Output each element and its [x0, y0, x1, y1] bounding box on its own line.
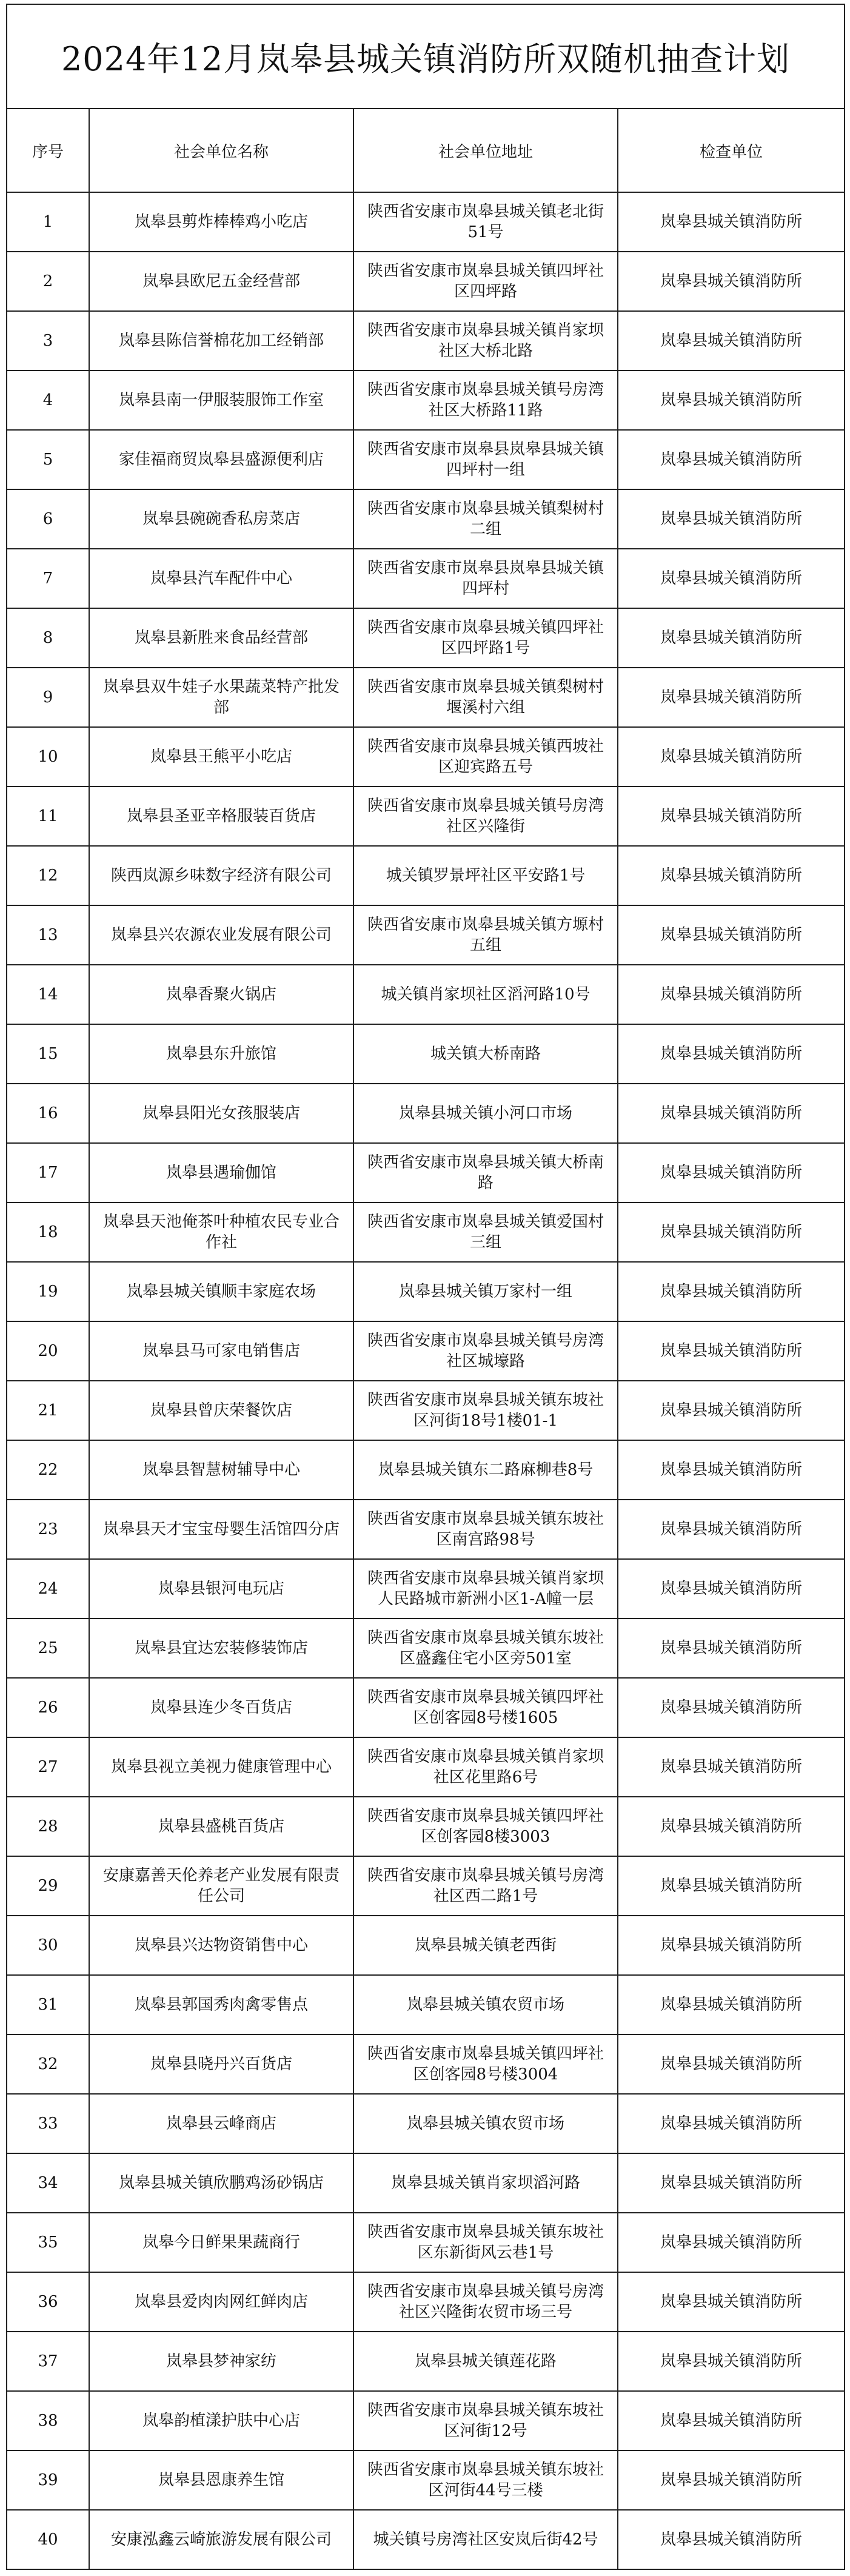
table-row	[7, 2094, 845, 2153]
table-row	[7, 311, 845, 371]
table-row	[7, 1262, 845, 1321]
cell-serial-number: 13	[7, 905, 89, 965]
cell-inspection-unit: 岚皋县城关镇消防所	[618, 2094, 845, 2153]
table-row	[7, 1797, 845, 1856]
cell-inspection-unit: 岚皋县城关镇消防所	[618, 489, 845, 549]
header-serial-number: 序号	[7, 109, 89, 192]
table-row	[7, 2153, 845, 2213]
cell-inspection-unit: 岚皋县城关镇消防所	[618, 2213, 845, 2272]
cell-unit-address: 陕西省安康市岚皋县城关镇四坪社区创客园8楼3003	[353, 1797, 618, 1856]
cell-serial-number: 8	[7, 608, 89, 668]
table-row	[7, 1618, 845, 1678]
cell-serial-number: 24	[7, 1559, 89, 1618]
cell-unit-name: 岚皋韵植漾护肤中心店	[89, 2391, 353, 2450]
cell-serial-number: 33	[7, 2094, 89, 2153]
cell-unit-name: 岚皋县曾庆荣餐饮店	[89, 1381, 353, 1440]
table-row	[7, 1321, 845, 1381]
cell-serial-number: 5	[7, 430, 89, 489]
cell-unit-address: 岚皋县城关镇老西街	[353, 1916, 618, 1975]
cell-unit-address: 城关镇号房湾社区安岚后街42号	[353, 2510, 618, 2569]
cell-inspection-unit: 岚皋县城关镇消防所	[618, 727, 845, 787]
cell-unit-address: 陕西省安康市岚皋县城关镇东坡社区盛鑫住宅小区旁501室	[353, 1618, 618, 1678]
cell-inspection-unit: 岚皋县城关镇消防所	[618, 1916, 845, 1975]
cell-inspection-unit: 岚皋县城关镇消防所	[618, 905, 845, 965]
cell-unit-name: 岚皋县爱肉肉网红鲜肉店	[89, 2272, 353, 2332]
table-row	[7, 727, 845, 787]
table-row	[7, 608, 845, 668]
cell-unit-address: 岚皋县城关镇东二路麻柳巷8号	[353, 1440, 618, 1500]
cell-serial-number: 32	[7, 2034, 89, 2094]
cell-unit-name: 岚皋县晓丹兴百货店	[89, 2034, 353, 2094]
cell-unit-name: 家佳福商贸岚皋县盛源便利店	[89, 430, 353, 489]
cell-unit-name: 岚皋县智慧树辅导中心	[89, 1440, 353, 1500]
header-row	[7, 109, 845, 192]
cell-serial-number: 2	[7, 252, 89, 311]
cell-unit-name: 岚皋县马可家电销售店	[89, 1321, 353, 1381]
cell-inspection-unit: 岚皋县城关镇消防所	[618, 192, 845, 252]
cell-inspection-unit: 岚皋县城关镇消防所	[618, 1975, 845, 2034]
cell-serial-number: 22	[7, 1440, 89, 1500]
cell-unit-address: 城关镇肖家坝社区滔河路10号	[353, 965, 618, 1024]
table-row	[7, 2391, 845, 2450]
cell-unit-name: 岚皋县盛桃百货店	[89, 1797, 353, 1856]
inspection-plan-table	[6, 4, 845, 2570]
cell-unit-name: 安康嘉善天伦养老产业发展有限责任公司	[89, 1856, 353, 1916]
cell-unit-address: 岚皋县城关镇农贸市场	[353, 2094, 618, 2153]
cell-unit-name: 岚皋县碗碗香私房菜店	[89, 489, 353, 549]
cell-unit-name: 岚皋今日鲜果果蔬商行	[89, 2213, 353, 2272]
cell-unit-name: 岚皋香聚火锅店	[89, 965, 353, 1024]
cell-unit-address: 陕西省安康市岚皋县城关镇方塬村五组	[353, 905, 618, 965]
cell-inspection-unit: 岚皋县城关镇消防所	[618, 1321, 845, 1381]
cell-unit-name: 岚皋县汽车配件中心	[89, 549, 353, 608]
table-row	[7, 1084, 845, 1143]
cell-inspection-unit: 岚皋县城关镇消防所	[618, 1202, 845, 1262]
title-row	[7, 4, 845, 109]
cell-serial-number: 3	[7, 311, 89, 371]
cell-unit-address: 陕西省安康市岚皋县城关镇号房湾社区兴隆街农贸市场三号	[353, 2272, 618, 2332]
cell-inspection-unit: 岚皋县城关镇消防所	[618, 2332, 845, 2391]
table-row	[7, 2450, 845, 2510]
cell-inspection-unit: 岚皋县城关镇消防所	[618, 1618, 845, 1678]
cell-unit-name: 岚皋县兴农源农业发展有限公司	[89, 905, 353, 965]
cell-unit-address: 岚皋县城关镇农贸市场	[353, 1975, 618, 2034]
cell-serial-number: 27	[7, 1737, 89, 1797]
table-row	[7, 1024, 845, 1084]
table-row	[7, 787, 845, 846]
table-row	[7, 668, 845, 727]
cell-unit-name: 安康泓鑫云崎旅游发展有限公司	[89, 2510, 353, 2569]
table-row	[7, 2332, 845, 2391]
table-row	[7, 905, 845, 965]
table-row	[7, 2272, 845, 2332]
cell-inspection-unit: 岚皋县城关镇消防所	[618, 2391, 845, 2450]
cell-inspection-unit: 岚皋县城关镇消防所	[618, 1678, 845, 1737]
cell-inspection-unit: 岚皋县城关镇消防所	[618, 2272, 845, 2332]
cell-unit-address: 陕西省安康市岚皋县城关镇东坡社区河街18号1楼01-1	[353, 1381, 618, 1440]
table-row	[7, 965, 845, 1024]
cell-unit-name: 岚皋县银河电玩店	[89, 1559, 353, 1618]
cell-serial-number: 11	[7, 787, 89, 846]
cell-serial-number: 34	[7, 2153, 89, 2213]
cell-unit-address: 陕西省安康市岚皋县城关镇东坡社区河街44号三楼	[353, 2450, 618, 2510]
cell-serial-number: 16	[7, 1084, 89, 1143]
table-row	[7, 1143, 845, 1202]
cell-unit-address: 陕西省安康市岚皋县城关镇东坡社区河街12号	[353, 2391, 618, 2450]
cell-unit-name: 岚皋县宜达宏装修装饰店	[89, 1618, 353, 1678]
cell-inspection-unit: 岚皋县城关镇消防所	[618, 1500, 845, 1559]
cell-unit-name: 岚皋县天才宝宝母婴生活馆四分店	[89, 1500, 353, 1559]
cell-inspection-unit: 岚皋县城关镇消防所	[618, 1440, 845, 1500]
cell-inspection-unit: 岚皋县城关镇消防所	[618, 1262, 845, 1321]
cell-serial-number: 28	[7, 1797, 89, 1856]
table-row	[7, 2213, 845, 2272]
cell-unit-name: 岚皋县城关镇欣鹏鸡汤砂锅店	[89, 2153, 353, 2213]
cell-serial-number: 14	[7, 965, 89, 1024]
cell-unit-name: 岚皋县连少冬百货店	[89, 1678, 353, 1737]
cell-serial-number: 21	[7, 1381, 89, 1440]
cell-inspection-unit: 岚皋县城关镇消防所	[618, 1797, 845, 1856]
cell-serial-number: 9	[7, 668, 89, 727]
cell-unit-name: 岚皋县遇瑜伽馆	[89, 1143, 353, 1202]
cell-inspection-unit: 岚皋县城关镇消防所	[618, 549, 845, 608]
table-row	[7, 1975, 845, 2034]
cell-unit-name: 岚皋县梦神家纺	[89, 2332, 353, 2391]
cell-inspection-unit: 岚皋县城关镇消防所	[618, 2450, 845, 2510]
cell-unit-address: 陕西省安康市岚皋县城关镇号房湾社区兴隆街	[353, 787, 618, 846]
cell-unit-address: 陕西省安康市岚皋县岚皋县城关镇四坪村一组	[353, 430, 618, 489]
cell-unit-address: 陕西省安康市岚皋县岚皋县城关镇四坪村	[353, 549, 618, 608]
table-row	[7, 2510, 845, 2569]
cell-inspection-unit: 岚皋县城关镇消防所	[618, 1856, 845, 1916]
cell-serial-number: 36	[7, 2272, 89, 2332]
cell-serial-number: 30	[7, 1916, 89, 1975]
cell-serial-number: 26	[7, 1678, 89, 1737]
cell-unit-address: 陕西省安康市岚皋县城关镇四坪社区四坪路1号	[353, 608, 618, 668]
cell-unit-address: 陕西省安康市岚皋县城关镇号房湾社区大桥路11路	[353, 371, 618, 430]
cell-inspection-unit: 岚皋县城关镇消防所	[618, 311, 845, 371]
cell-unit-name: 陕西岚源乡味数字经济有限公司	[89, 846, 353, 905]
cell-inspection-unit: 岚皋县城关镇消防所	[618, 1084, 845, 1143]
cell-unit-name: 岚皋县陈信誉棉花加工经销部	[89, 311, 353, 371]
inspection-plan-sheet	[6, 4, 844, 2570]
cell-unit-address: 城关镇大桥南路	[353, 1024, 618, 1084]
cell-serial-number: 39	[7, 2450, 89, 2510]
cell-unit-address: 陕西省安康市岚皋县城关镇肖家坝社区花里路6号	[353, 1737, 618, 1797]
cell-unit-name: 岚皋县圣亚辛格服装百货店	[89, 787, 353, 846]
cell-serial-number: 20	[7, 1321, 89, 1381]
cell-unit-name: 岚皋县新胜来食品经营部	[89, 608, 353, 668]
cell-unit-name: 岚皋县天池俺茶叶种植农民专业合作社	[89, 1202, 353, 1262]
cell-unit-name: 岚皋县郭国秀肉禽零售点	[89, 1975, 353, 2034]
table-row	[7, 1440, 845, 1500]
header-inspection-unit: 检查单位	[618, 109, 845, 192]
table-row	[7, 1916, 845, 1975]
table-row	[7, 549, 845, 608]
cell-inspection-unit: 岚皋县城关镇消防所	[618, 2153, 845, 2213]
table-row	[7, 1737, 845, 1797]
cell-unit-address: 岚皋县城关镇万家村一组	[353, 1262, 618, 1321]
cell-serial-number: 40	[7, 2510, 89, 2569]
table-row	[7, 846, 845, 905]
table-row	[7, 192, 845, 252]
cell-inspection-unit: 岚皋县城关镇消防所	[618, 1381, 845, 1440]
cell-inspection-unit: 岚皋县城关镇消防所	[618, 2034, 845, 2094]
cell-unit-address: 陕西省安康市岚皋县城关镇号房湾社区城壕路	[353, 1321, 618, 1381]
cell-unit-address: 岚皋县城关镇肖家坝滔河路	[353, 2153, 618, 2213]
cell-serial-number: 4	[7, 371, 89, 430]
cell-serial-number: 6	[7, 489, 89, 549]
table-row	[7, 2034, 845, 2094]
cell-serial-number: 23	[7, 1500, 89, 1559]
cell-serial-number: 18	[7, 1202, 89, 1262]
table-row	[7, 1202, 845, 1262]
table-row	[7, 1678, 845, 1737]
cell-unit-name: 岚皋县双牛娃子水果蔬菜特产批发部	[89, 668, 353, 727]
cell-serial-number: 31	[7, 1975, 89, 2034]
cell-inspection-unit: 岚皋县城关镇消防所	[618, 668, 845, 727]
cell-unit-address: 陕西省安康市岚皋县城关镇大桥南路	[353, 1143, 618, 1202]
cell-unit-address: 陕西省安康市岚皋县城关镇号房湾社区西二路1号	[353, 1856, 618, 1916]
page-title: 2024年12月岚皋县城关镇消防所双随机抽查计划	[7, 4, 845, 109]
cell-inspection-unit: 岚皋县城关镇消防所	[618, 1559, 845, 1618]
cell-unit-name: 岚皋县城关镇顺丰家庭农场	[89, 1262, 353, 1321]
cell-inspection-unit: 岚皋县城关镇消防所	[618, 608, 845, 668]
cell-unit-address: 陕西省安康市岚皋县城关镇梨树村堰溪村六组	[353, 668, 618, 727]
cell-inspection-unit: 岚皋县城关镇消防所	[618, 371, 845, 430]
cell-inspection-unit: 岚皋县城关镇消防所	[618, 430, 845, 489]
cell-unit-address: 陕西省安康市岚皋县城关镇四坪社区创客园8号楼3004	[353, 2034, 618, 2094]
cell-unit-name: 岚皋县兴达物资销售中心	[89, 1916, 353, 1975]
cell-unit-name: 岚皋县东升旅馆	[89, 1024, 353, 1084]
cell-serial-number: 7	[7, 549, 89, 608]
cell-unit-address: 岚皋县城关镇莲花路	[353, 2332, 618, 2391]
cell-unit-name: 岚皋县欧尼五金经营部	[89, 252, 353, 311]
cell-serial-number: 38	[7, 2391, 89, 2450]
cell-unit-address: 陕西省安康市岚皋县城关镇老北街51号	[353, 192, 618, 252]
table-row	[7, 1559, 845, 1618]
header-unit-address: 社会单位地址	[353, 109, 618, 192]
cell-unit-address: 城关镇罗景坪社区平安路1号	[353, 846, 618, 905]
cell-serial-number: 15	[7, 1024, 89, 1084]
cell-inspection-unit: 岚皋县城关镇消防所	[618, 787, 845, 846]
table-row	[7, 1500, 845, 1559]
cell-unit-address: 陕西省安康市岚皋县城关镇爱国村三组	[353, 1202, 618, 1262]
cell-inspection-unit: 岚皋县城关镇消防所	[618, 1737, 845, 1797]
header-unit-name: 社会单位名称	[89, 109, 353, 192]
cell-unit-address: 陕西省安康市岚皋县城关镇东坡社区东新街风云巷1号	[353, 2213, 618, 2272]
cell-serial-number: 17	[7, 1143, 89, 1202]
cell-unit-name: 岚皋县南一伊服装服饰工作室	[89, 371, 353, 430]
cell-serial-number: 1	[7, 192, 89, 252]
cell-inspection-unit: 岚皋县城关镇消防所	[618, 1024, 845, 1084]
cell-inspection-unit: 岚皋县城关镇消防所	[618, 846, 845, 905]
cell-unit-address: 陕西省安康市岚皋县城关镇四坪社区四坪路	[353, 252, 618, 311]
cell-inspection-unit: 岚皋县城关镇消防所	[618, 2510, 845, 2569]
table-row	[7, 489, 845, 549]
cell-serial-number: 19	[7, 1262, 89, 1321]
cell-unit-address: 陕西省安康市岚皋县城关镇西坡社区迎宾路五号	[353, 727, 618, 787]
table-row	[7, 430, 845, 489]
cell-inspection-unit: 岚皋县城关镇消防所	[618, 252, 845, 311]
cell-serial-number: 35	[7, 2213, 89, 2272]
cell-serial-number: 29	[7, 1856, 89, 1916]
table-row	[7, 1381, 845, 1440]
cell-unit-address: 陕西省安康市岚皋县城关镇肖家坝人民路城市新洲小区1-A幢一层	[353, 1559, 618, 1618]
cell-unit-address: 岚皋县城关镇小河口市场	[353, 1084, 618, 1143]
cell-unit-address: 陕西省安康市岚皋县城关镇四坪社区创客园8号楼1605	[353, 1678, 618, 1737]
cell-unit-name: 岚皋县王熊平小吃店	[89, 727, 353, 787]
cell-unit-name: 岚皋县阳光女孩服装店	[89, 1084, 353, 1143]
cell-inspection-unit: 岚皋县城关镇消防所	[618, 1143, 845, 1202]
cell-unit-name: 岚皋县视立美视力健康管理中心	[89, 1737, 353, 1797]
table-row	[7, 371, 845, 430]
cell-serial-number: 25	[7, 1618, 89, 1678]
cell-unit-address: 陕西省安康市岚皋县城关镇东坡社区南宫路98号	[353, 1500, 618, 1559]
cell-serial-number: 10	[7, 727, 89, 787]
cell-serial-number: 12	[7, 846, 89, 905]
cell-inspection-unit: 岚皋县城关镇消防所	[618, 965, 845, 1024]
cell-unit-name: 岚皋县云峰商店	[89, 2094, 353, 2153]
cell-unit-address: 陕西省安康市岚皋县城关镇梨树村二组	[353, 489, 618, 549]
cell-unit-name: 岚皋县恩康养生馆	[89, 2450, 353, 2510]
cell-unit-address: 陕西省安康市岚皋县城关镇肖家坝社区大桥北路	[353, 311, 618, 371]
table-row	[7, 1856, 845, 1916]
table-row	[7, 252, 845, 311]
cell-serial-number: 37	[7, 2332, 89, 2391]
cell-unit-name: 岚皋县剪炸棒棒鸡小吃店	[89, 192, 353, 252]
